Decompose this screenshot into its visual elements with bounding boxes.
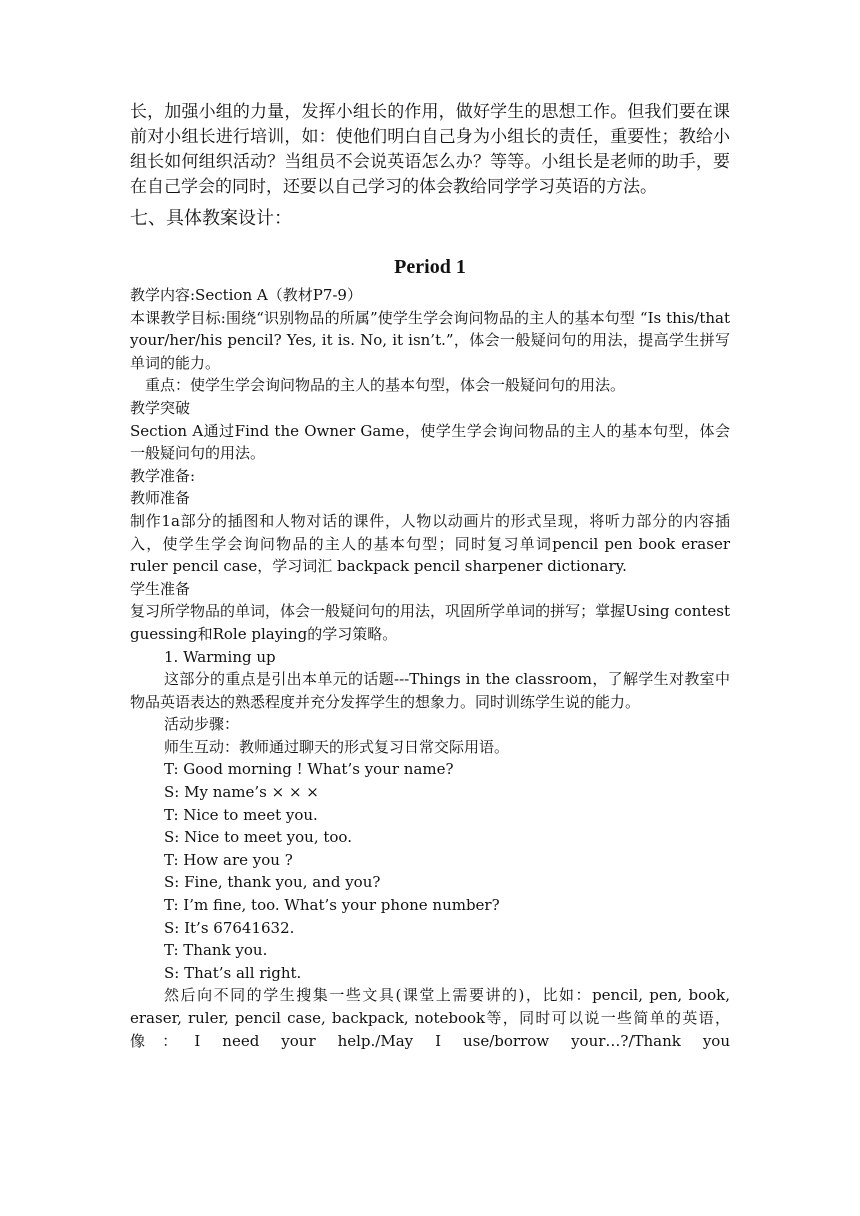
key-point: 重点：使学生学会询问物品的主人的基本句型，体会一般疑问句的用法。 [145,376,626,395]
warming-up-heading: 1. Warming up [164,647,276,666]
section-heading: 七、具体教案设计： [130,208,292,229]
teaching-goal: 本课教学目标:围绕“识别物品的所属”使学生学会询问物品的主人的基本句型 “Is this/that your/her/his pencil? Yes, it is. No, it isn’t.”，体会一般疑问句的用法，提高学生拼写单词的能力。 [130,308,730,372]
student-prep-text: 复习所学物品的单词，体会一般疑问句的用法，巩固所学单词的拼写；掌握Using contest guessing和Role playing的学习策略。 [130,602,730,643]
dialogue-line: S: My name’s × × × [164,783,319,802]
prep-label: 教学准备: [130,466,196,485]
dialogue-line: S: Fine, thank you, and you? [164,873,381,892]
dialogue-line: T: Thank you. [164,941,268,960]
steps-label: 活动步骤： [164,715,240,734]
dialogue-line: S: That’s all right. [164,963,302,982]
breakthrough-text: Section A通过Find the Owner Game，使学生学会询问物品的主人的基本句型，体会一般疑问句的用法。 [130,421,730,463]
document-body [130,100,730,1052]
dialogue-line: T: Good morning ! What’s your name? [164,760,454,779]
dialogue-line: S: It’s 67641632. [164,918,295,937]
teacher-prep-text: 制作1a部分的插图和人物对话的课件，人物以动画片的形式呈现，将听力部分的内容插入，使学生学会询问物品的主人的基本句型；同时复习单词pencil pen book eraser ruler pencil case，学习词汇 backpack pencil sharpener dictionary. [130,511,730,576]
dialogue-line: T: Nice to meet you. [164,805,318,824]
closing-paragraph: 然后向不同的学生搜集一些文具(课堂上需要讲的)，比如：pencil, pen, book, eraser, ruler, pencil case, backpack, notebook等，同时可以说一些简单的英语，像：I need your help./May I use/borrow your…?/Thank you [130,986,730,1050]
dialogue [130,758,730,984]
dialogue-line: S: Nice to meet you, too. [164,828,352,847]
dialogue-line: T: I’m fine, too. What’s your phone number? [164,896,500,915]
dialogue-line: T: How are you ? [164,850,293,869]
interaction-text: 师生互动：教师通过聊天的形式复习日常交际用语。 [164,737,510,756]
student-prep-label: 学生准备 [130,579,191,598]
teaching-content: 教学内容:Section A（教材P7-9） [130,286,362,304]
warming-up-description: 这部分的重点是引出本单元的话题---Things in the classroom，了解学生对教室中物品英语表达的熟悉程度并充分发挥学生的想象力。同时训练学生说的能力。 [130,670,730,711]
breakthrough-label: 教学突破 [130,398,191,417]
teacher-prep-label: 教师准备 [130,489,191,508]
period-title: Period 1 [394,256,466,278]
intro-paragraph: 长，加强小组的力量，发挥小组长的作用，做好学生的思想工作。但我们要在课前对小组长进行培训，如：使他们明白自己身为小组长的责任，重要性；教给小组长如何组织活动？当组员不会说英语怎么办？等等。小组长是老师的助手，要在自己学会的同时，还要以自己学习的体会教给同学学习英语的方法。 [130,102,730,197]
